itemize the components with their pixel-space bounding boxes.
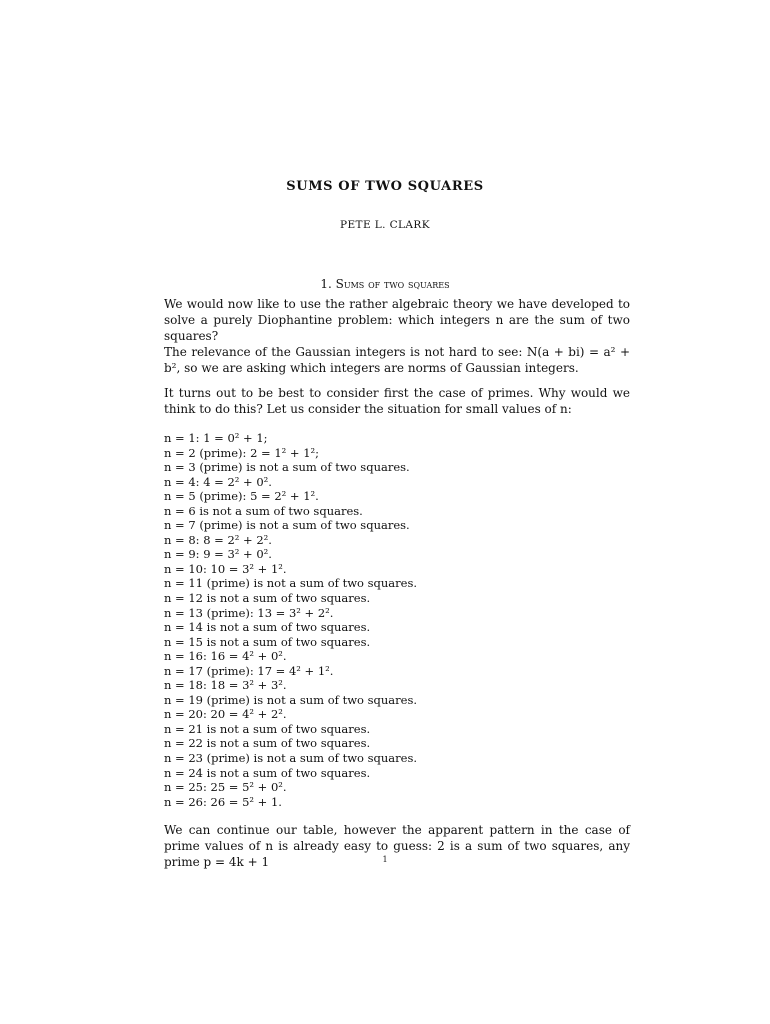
list-item: n = 1: 1 = 0² + 1; [164, 431, 268, 445]
small-values-list [164, 431, 630, 809]
list-item: n = 3 (prime) is not a sum of two squares. [164, 460, 410, 475]
list-item: n = 10: 10 = 3² + 1². [164, 561, 287, 576]
list-item: n = 8: 8 = 2² + 2². [164, 532, 272, 547]
list-item: n = 5 (prime): 5 = 2² + 1². [164, 489, 319, 504]
list-item: n = 12 is not a sum of two squares. [164, 591, 371, 606]
list-item: n = 13 (prime): 13 = 3² + 2². [164, 605, 334, 620]
list-item: n = 26: 26 = 5² + 1. [164, 794, 282, 809]
list-item: n = 15 is not a sum of two squares. [164, 634, 371, 649]
list-item: n = 7 (prime) is not a sum of two squares. [164, 518, 410, 533]
page-number: 1 [382, 855, 388, 864]
paper-title: SUMS OF TWO SQUARES [286, 179, 484, 194]
paper-author: PETE L. CLARK [340, 219, 430, 231]
section-title: Sums of two squares [335, 277, 450, 291]
paragraph-gaussian-integers: The relevance of the Gaussian integers is not hard to see: N(a + bi) = a² + b², so we are asking which integers are norms of Gaussian integers. [164, 345, 630, 375]
list-item: n = 18: 18 = 3² + 3². [164, 678, 287, 693]
paragraph-closing: We can continue our table, however the apparent pattern in the case of prime values of n is already easy to guess: 2 is a sum of two squares, any prime p = 4k + 1 [164, 823, 630, 869]
list-item: n = 25: 25 = 5² + 0². [164, 780, 287, 795]
list-item: n = 2 (prime): 2 = 1² + 1²; [164, 445, 320, 460]
paragraph-intro: We would now like to use the rather algebraic theory we have developed to solve a purely Diophantine problem: which integers n are the sum of two squares? [164, 297, 630, 343]
list-item: n = 14 is not a sum of two squares. [164, 620, 371, 635]
list-item: n = 21 is not a sum of two squares. [164, 721, 371, 736]
list-item: n = 16: 16 = 4² + 0². [164, 649, 287, 664]
list-item: n = 22 is not a sum of two squares. [164, 736, 371, 751]
paragraph-primes: It turns out to be best to consider first the case of primes. Why would we think to do this? Let us consider the situation for small values of n: [164, 386, 630, 416]
section-number: 1. [320, 277, 332, 291]
list-item: n = 4: 4 = 2² + 0². [164, 474, 272, 489]
list-item: n = 24 is not a sum of two squares. [164, 765, 371, 780]
list-item: n = 20: 20 = 4² + 2². [164, 707, 287, 722]
list-item: n = 23 (prime) is not a sum of two squares. [164, 751, 418, 766]
list-item: n = 19 (prime) is not a sum of two squares. [164, 692, 418, 707]
list-item: n = 17 (prime): 17 = 4² + 1². [164, 663, 334, 678]
list-item: n = 6 is not a sum of two squares. [164, 503, 363, 518]
list-item: n = 11 (prime) is not a sum of two squares. [164, 576, 418, 591]
section-heading [0, 277, 770, 291]
list-item: n = 9: 9 = 3² + 0². [164, 547, 272, 562]
